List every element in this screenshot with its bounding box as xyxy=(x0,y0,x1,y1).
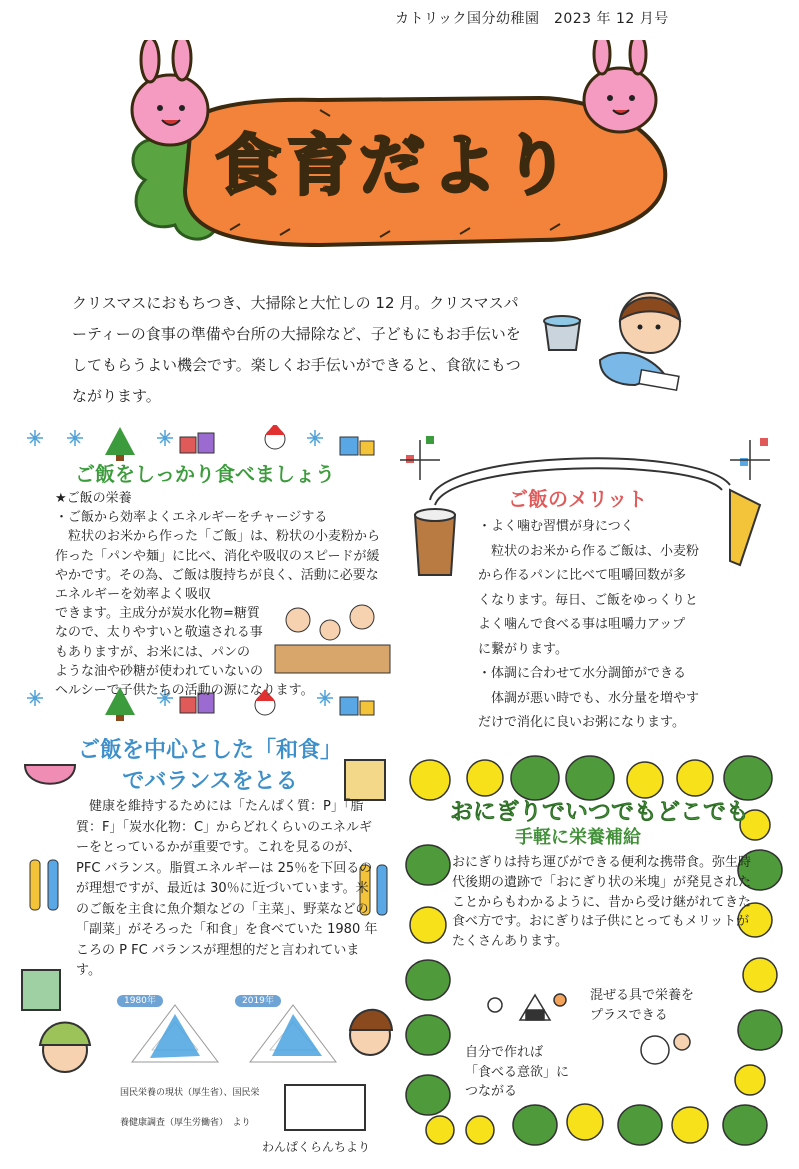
section2-title: ご飯のメリット xyxy=(508,487,648,511)
issue-header: カトリック国分幼稚園 2023 年 12 月号 xyxy=(395,11,669,27)
section4-body: おにぎりは持ち運びができる便利な携帯食。弥生時代後期の遺跡で「おにぎり状の米塊」が発見されたことからもわかるように、昔から受け継がれてきた食べ方です。おにぎりは子供にとってもメリットがたくさんあります。 xyxy=(452,855,752,950)
page-title: 食育だより xyxy=(215,127,575,204)
section1-body: ★ご飯の栄養 ・ご飯から効率よくエネルギーをチャージする 粒状のお米から作った「ご飯」は、粉状の小麦粉から作った「パンや麺」に比べ、消化や吸収のスピードが緩やかです。その為、ご飯は腹持ちが良く、活動に必要なエネルギーを効率よく吸収 できます。主成分が炭水化物=糖質 なので、太りやすいと敬遠される事 もありますが、お米には、パンの ような油や砂糖が使われていないの ヘルシーで子供たちの活動の源になります。 xyxy=(55,491,381,699)
chart-2019-label: 2019年 xyxy=(235,995,281,1007)
section1-title: ご飯をしっかり食べましょう xyxy=(75,462,335,486)
intro-text: クリスマスにおもちつき、大掃除と大忙しの 12 月。クリスマスパーティーの食事の準備や台所の大掃除など、子どもにもお手伝いをしてもらうよい機会です。楽しくお手伝いができると、食欲にもつながります。 xyxy=(72,294,521,405)
section4-subtitle: 手軽に栄養補給 xyxy=(515,827,641,848)
bunny-right-icon xyxy=(584,40,656,132)
chart-1980-label: 1980年 xyxy=(117,995,163,1007)
section3-title-line1: ご飯を中心とした「和食」 xyxy=(77,738,342,763)
onigiri-tip-nutrition: 混ぜる具で栄養を プラスできる xyxy=(590,988,695,1023)
cleaning-girl-illustration xyxy=(540,285,700,395)
credit: わんぱくらんちより xyxy=(262,1140,371,1154)
section3-body: 健康を維持するためには「たんぱく質：P」「脂質：F」「炭水化物：C」からどれくらいのエネルギーをとっているかが重要です。これを見るのが、PFC バランス。脂質エネルギーは 25％を下回るのが理想ですが、最近は 30％に近づいています。米のご飯を主食に魚介類などの「主菜」、野菜などの「副菜」がそろった「和食」を食べていた 1980 年ころの P FC バランスが理想的だと言われています。 xyxy=(76,799,378,978)
pfc-chart-2019 xyxy=(246,1000,341,1070)
section3-title xyxy=(40,735,380,797)
section2-body: ・よく噛む習慣が身につく 粒状のお米から作るご飯は、小麦粉 から作るパンに比べて咀嚼回数が多 くなります。毎日、ご飯をゆっくりと よく噛んで食べる事は咀嚼力アップ に繋がります。 ・体調に合わせて水分調節ができる 体調が悪い時でも、水分量を増やす だけで消化に良いお粥になります。 xyxy=(478,519,700,730)
source-note: 国民栄養の現状（厚生省）、国民栄 養健康調査（厚生労働省） より xyxy=(120,1088,260,1128)
section4-title: おにぎりでいつでもどこでも xyxy=(450,799,749,825)
bunny-left-icon xyxy=(132,40,208,145)
section3-title-line2: でバランスをとる xyxy=(122,769,298,794)
onigiri-tip-appetite: 自分で作れば 「食べる意欲」に つながる xyxy=(465,1045,570,1100)
pfc-chart-1980 xyxy=(128,1000,223,1070)
